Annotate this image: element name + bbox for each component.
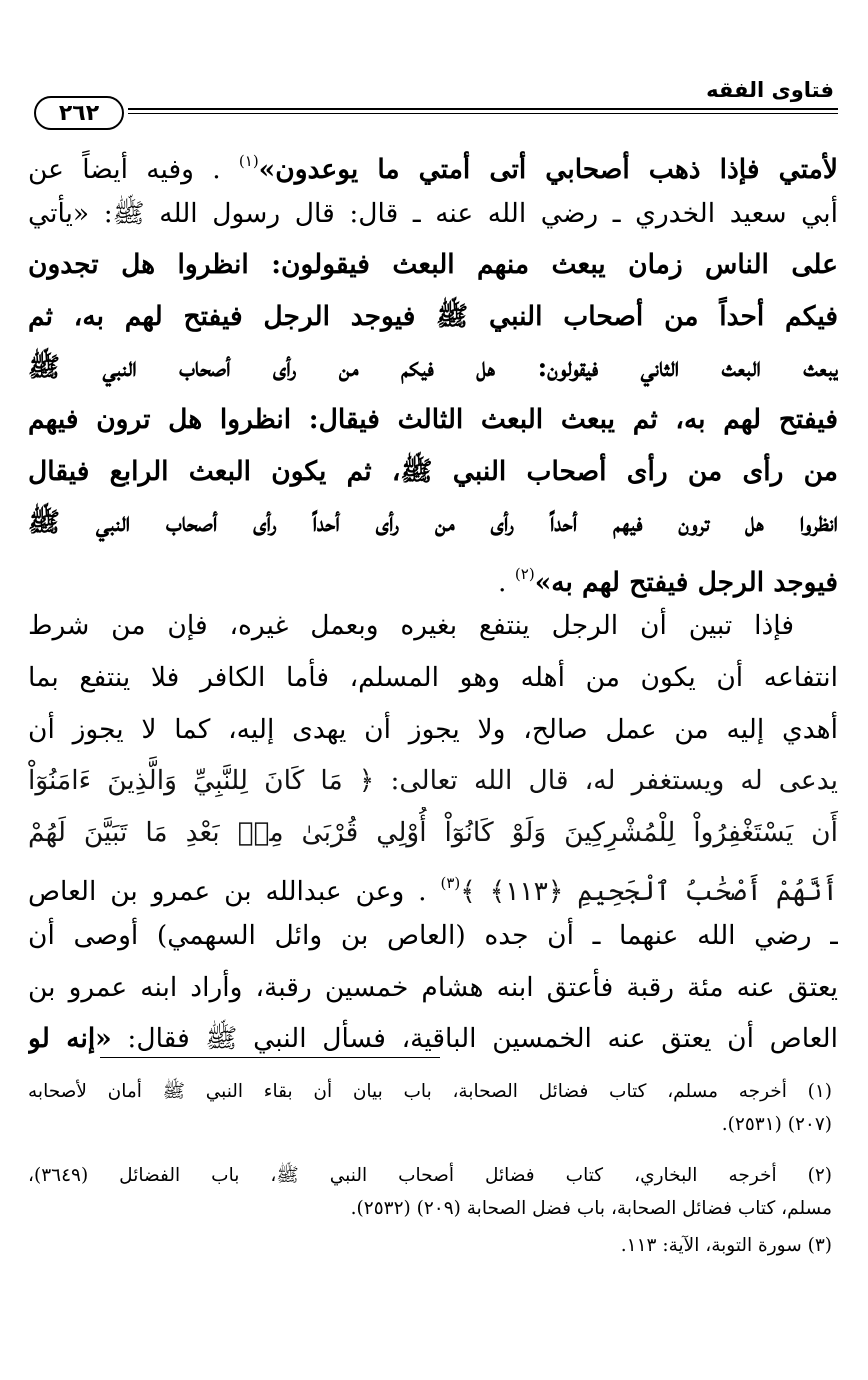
text-line: [28, 858, 838, 910]
text-line: [28, 136, 838, 188]
hadith-line: من رأى من رأى أصحاب النبي ﷺ، ثم يكون البعث الرابع فيقال: [28, 455, 838, 487]
text-continuation: .: [498, 566, 507, 598]
footnote-2-cont: مسلم، كتاب فضائل الصحابة، باب فضل الصحابة (٢٠٩) (٢٥٣٢).: [350, 1198, 832, 1219]
page-number: ٢٦٢: [58, 100, 100, 126]
footnote-separator: [100, 1057, 440, 1058]
header-rule: [128, 108, 838, 110]
text-continuation: . وعن عبدالله بن عمرو بن العاص: [28, 876, 427, 908]
text-continuation: . وفيه أيضاً عن: [28, 154, 221, 185]
footnote-2: (٢) أخرجه البخاري، كتاب فضائل أصحاب النبي ﷺ، باب الفضائل (٣٦٤٩)،: [28, 1165, 832, 1186]
footnote-1-cont: (٢٠٧) (٢٥٣١).: [721, 1114, 832, 1135]
hadith-line: على الناس زمان يبعث منهم البعث فيقولون: انظروا هل تجدون: [28, 249, 838, 281]
page-number-badge: [34, 96, 124, 130]
text-line: أهدي إليه من عمل صالح، ولا يجوز أن يهدى إليه، كما لا يجوز أن: [28, 713, 838, 745]
footnote-ref[interactable]: (٣): [440, 874, 461, 893]
hadith-line: يبعث البعث الثاني فيقولون: هل فيكم من رأى أصحاب النبي ﷺ: [28, 352, 838, 384]
text-line: انتفاعه أن يكون من أهله وهو المسلم، فأما الكافر فلا ينتفع بما: [28, 661, 838, 693]
footnote-ref[interactable]: (١): [238, 152, 259, 170]
hadith-text: فيوجد الرجل فيفتح لهم به»: [534, 566, 838, 598]
text-line: يعتق عنه مئة رقبة فأعتق ابنه هشام خمسين رقبة، وأراد ابنه عمرو بن: [28, 971, 838, 1003]
hadith-text: لأمتي فإذا ذهب أصحابي أتى أمتي ما يوعدون»: [258, 154, 838, 185]
text-line: [28, 549, 838, 601]
footnote-1: (١) أخرجه مسلم، كتاب فضائل الصحابة، باب بيان أن بقاء النبي ﷺ أمان لأصحابه: [28, 1081, 832, 1102]
quran-verse: أَنَّهُمْ أَصْحَٰبُ ٱلْجَحِيمِ ﴿١١٣﴾ ﴾: [460, 876, 838, 908]
text-line: [28, 188, 838, 240]
main-text: [28, 136, 838, 1065]
page-header: [28, 78, 838, 138]
text-span: العاص أن يعتق عنه الخمسين الباقية، فسأل النبي ﷺ فقال:: [127, 1023, 838, 1055]
text-line: [28, 755, 838, 807]
quran-verse: أَن يَسْتَغْفِرُواْ لِلْمُشْرِكِينَ وَلَوْ كَانُوٓاْ أُوْلِي قُرْبَىٰ مِنۢ بَعْدِ مَا تَبَيَّنَ لَهُمْ: [28, 816, 838, 848]
running-title: فتاوى الفقه: [706, 78, 834, 102]
hadith-line: فيكم أحداً من أصحاب النبي ﷺ فيوجد الرجل فيفتح لهم به، ثم: [28, 300, 838, 332]
footnote-ref[interactable]: (٢): [514, 564, 535, 583]
footnotes: [28, 1075, 832, 1262]
quran-verse: يدعى له ويستغفر له، قال الله تعالى: ﴿ مَا كَانَ لِلنَّبِيِّ وَالَّذِينَ ءَامَنُوٓاْ: [28, 765, 838, 797]
hadith-line: انظروا هل ترون فيهم أحداً رأى من رأى أحداً رأى أصحاب النبي ﷺ: [28, 507, 838, 539]
text-span: أبي سعيد الخدري ـ رضي الله عنه ـ قال: قال رسول الله ﷺ: «يأتي: [28, 197, 838, 229]
header-rule-thin: [128, 113, 838, 114]
footnote-3: (٣) سورة التوبة، الآية: ١١٣.: [620, 1235, 832, 1256]
hadith-text: «إنه لو: [28, 1023, 112, 1055]
text-line: ـ رضي الله عنهما ـ أن جده (العاص بن وائل السهمي) أوصى أن: [28, 919, 838, 951]
text-line: [28, 807, 838, 859]
hadith-line: فيفتح لهم به، ثم يبعث البعث الثالث فيقال: انظروا هل ترون فيهم: [28, 403, 838, 435]
paragraph-start-line: فإذا تبين أن الرجل ينتفع بغيره وبعمل غيره، فإن من شرط: [28, 610, 794, 642]
